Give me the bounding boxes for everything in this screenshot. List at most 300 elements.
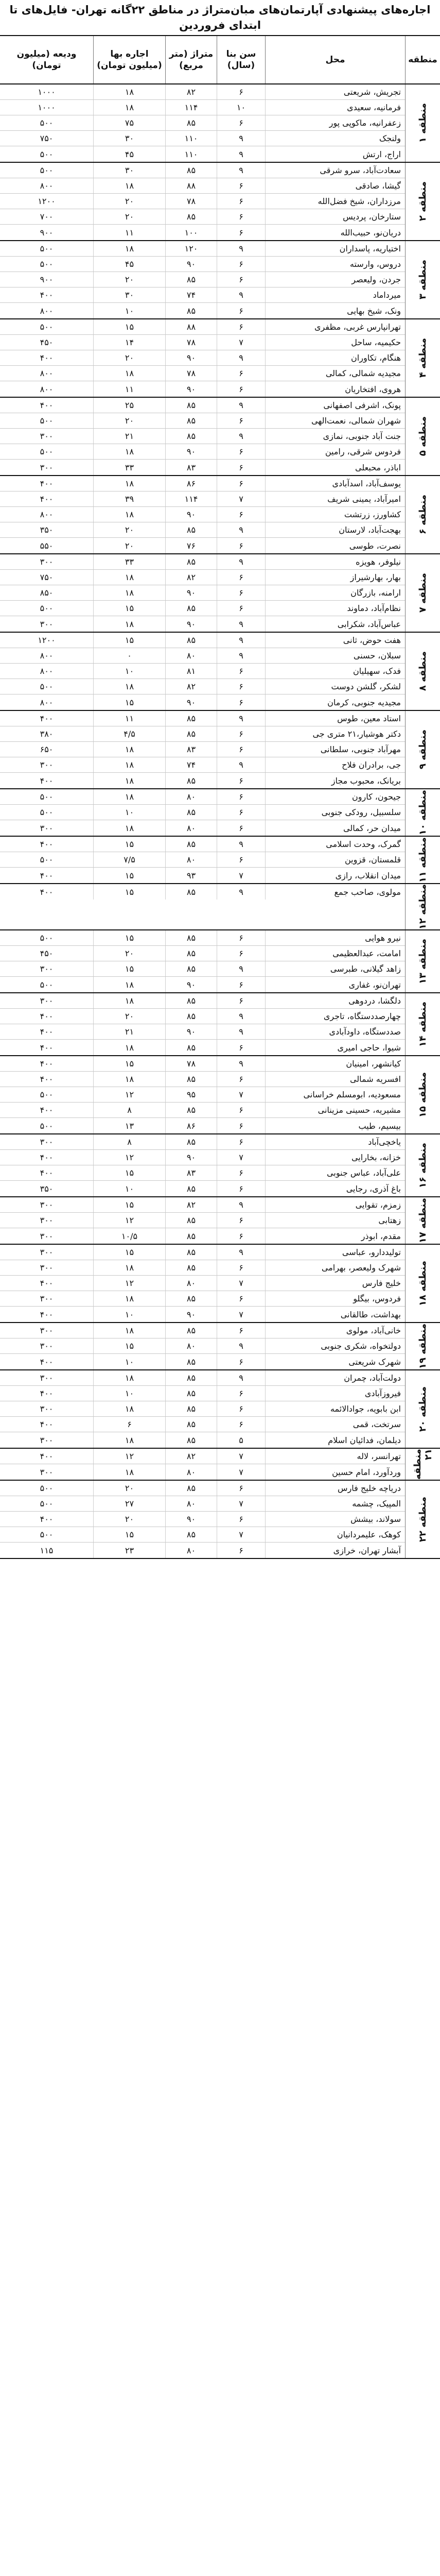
area-cell: ۸۰	[165, 1543, 217, 1558]
table-row	[0, 633, 405, 648]
rent-cell: ۱۸	[93, 1401, 165, 1416]
region-name: منطقه ۸	[417, 651, 428, 691]
deposit-cell: ۹۰۰	[40, 227, 54, 238]
rent-cell: ۱۰/۵	[93, 1228, 165, 1244]
rent-cell: ۱۸	[93, 1370, 165, 1385]
rent-cell: ۱۰	[93, 1181, 165, 1196]
age-cell: ۹	[217, 1056, 265, 1071]
table-row	[0, 1338, 405, 1354]
place-cell: عباس‌آباد، شکرابی	[265, 616, 405, 632]
age-cell: ۶	[217, 1103, 265, 1117]
region-label	[405, 398, 440, 475]
region-name: منطقه ۱۶	[417, 1143, 428, 1189]
table-row	[0, 398, 405, 413]
place-cell: اراج، ارتش	[265, 146, 405, 162]
place-cell: مهرآباد جنوبی، سلطانی	[265, 742, 405, 757]
rent-cell: ۲۱	[93, 1024, 165, 1039]
place-cell: مشیریه، حسینی مزینانی	[265, 1103, 405, 1117]
column-header-rent: اجاره بها (میلیون تومان)	[93, 36, 165, 83]
table-row	[0, 664, 405, 679]
place-cell: مولوی، صاحب جمع	[265, 884, 405, 900]
region-block	[0, 319, 440, 398]
region-block	[0, 398, 440, 476]
area-cell: ۸۳	[165, 1165, 217, 1180]
rent-cell: ۲۰	[93, 1481, 165, 1496]
area-cell: ۷۸	[165, 366, 217, 381]
table-row	[0, 1464, 405, 1480]
region-block	[0, 476, 440, 554]
deposit-cell: ۵۰۰	[40, 165, 54, 175]
rent-cell: ۱۸	[93, 1291, 165, 1306]
area-cell: ۸۵	[165, 209, 217, 224]
rent-cell: ۷۵	[93, 115, 165, 130]
rent-cell: ۱۸	[93, 1040, 165, 1055]
area-cell: ۸۵	[165, 272, 217, 287]
rent-cell: ۱۱	[93, 225, 165, 240]
table-row	[0, 84, 405, 100]
place-cell: نیلوفر، هویزه	[265, 554, 405, 569]
region-label	[405, 1449, 440, 1480]
region-rows	[0, 319, 405, 397]
rent-cell: ۲۱	[93, 429, 165, 444]
rent-cell: ۳۳	[93, 460, 165, 475]
age-cell: ۶	[217, 1543, 265, 1558]
place-cell: ونک، شیخ بهایی	[265, 303, 405, 318]
table-row	[0, 805, 405, 820]
rent-cell: ۱۵	[93, 837, 165, 852]
deposit-cell: ۴۰۰	[40, 479, 54, 488]
table-row	[0, 1118, 405, 1133]
age-cell: ۶	[217, 820, 265, 836]
age-cell: ۶	[217, 1401, 265, 1416]
region-name: منطقه ۲۰	[417, 1386, 428, 1432]
column-headers	[0, 36, 440, 84]
region-name: منطقه ۱۱	[417, 837, 428, 883]
table-row	[0, 977, 405, 992]
table-row	[0, 1260, 405, 1276]
place-cell: تجریش، شریعتی	[265, 84, 405, 99]
table-row	[0, 679, 405, 694]
table-row	[0, 1527, 405, 1543]
age-cell: ۶	[217, 1040, 265, 1055]
age-cell: ۶	[217, 977, 265, 992]
age-cell: ۹	[217, 398, 265, 413]
rent-cell: ۱۵	[93, 1056, 165, 1071]
rent-cell: ۲۰	[93, 350, 165, 365]
deposit-cell: ۵۵۰	[40, 540, 54, 551]
table-row	[0, 868, 405, 883]
deposit-cell: ۸۰۰	[40, 368, 54, 378]
age-cell: ۷	[217, 1150, 265, 1165]
rent-cell: ۱۵	[93, 694, 165, 710]
table-row	[0, 507, 405, 522]
table-row	[0, 930, 405, 946]
region-rows	[0, 1370, 405, 1448]
age-cell: ۶	[217, 257, 265, 272]
area-cell: ۸۵	[165, 1040, 217, 1055]
area-cell: ۸۵	[165, 1260, 217, 1275]
deposit-cell: ۸۰۰	[40, 697, 54, 707]
table-row	[0, 1040, 405, 1055]
place-cell: خانی‌آباد، مولوی	[265, 1323, 405, 1338]
column-header-place: محل	[265, 36, 405, 83]
rent-cell: ۱۸	[93, 820, 165, 836]
area-cell: ۹۰	[165, 257, 217, 272]
region-rows	[0, 711, 405, 788]
rent-cell: ۳۹	[93, 492, 165, 506]
place-cell: لشکر، گلشن دوست	[265, 679, 405, 694]
deposit-cell: ۵۰۰	[40, 149, 54, 159]
place-cell: دریاچه خلیج فارس	[265, 1481, 405, 1496]
place-cell: بیسیم، طیب	[265, 1118, 405, 1133]
area-cell: ۱۱۴	[165, 492, 217, 506]
column-header-region: منطقه	[405, 36, 440, 83]
table-row	[0, 1432, 405, 1448]
area-cell: ۸۵	[165, 837, 217, 852]
rent-cell: ۱۵	[93, 1165, 165, 1180]
rent-cell: ۰	[93, 648, 165, 663]
age-cell: ۷	[217, 335, 265, 350]
age-cell: ۷	[217, 1087, 265, 1102]
area-cell: ۸۰	[165, 1338, 217, 1353]
table-row	[0, 773, 405, 788]
area-cell: ۹۰	[165, 381, 217, 397]
area-cell: ۸۶	[165, 1118, 217, 1133]
table-row	[0, 366, 405, 381]
deposit-cell: ۵۰۰	[40, 118, 54, 128]
age-cell: ۶	[217, 601, 265, 616]
deposit-cell: ۴۰۰	[40, 1514, 54, 1524]
region-rows	[0, 1134, 405, 1196]
table-row	[0, 492, 405, 507]
deposit-cell: ۵۰۰	[40, 1090, 54, 1100]
deposit-cell: ۵۰۰	[40, 1499, 54, 1509]
rent-cell: ۱۲	[93, 1087, 165, 1102]
region-rows	[0, 1056, 405, 1133]
table-row	[0, 1245, 405, 1260]
region-name: منطقه ۱۰	[417, 789, 428, 836]
place-cell: افسریه شمالی	[265, 1072, 405, 1087]
deposit-cell: ۳۰۰	[40, 1341, 54, 1351]
area-cell: ۷۸	[165, 335, 217, 350]
rent-cell: ۱۸	[93, 773, 165, 788]
table-row	[0, 460, 405, 475]
column-header-age: سن بنا (سال)	[217, 36, 265, 83]
region-name: منطقه ۱۸	[417, 1261, 428, 1307]
place-cell: حکیمیه، ساحل	[265, 335, 405, 350]
area-cell: ۹۰	[165, 694, 217, 710]
column-header-area: متراژ (متر مربع)	[165, 36, 217, 83]
deposit-cell: ۸۰۰	[40, 651, 54, 660]
table-row	[0, 1291, 405, 1307]
table-row	[0, 131, 405, 146]
region-label	[405, 884, 440, 929]
area-cell: ۹۳	[165, 868, 217, 883]
deposit-cell: ۴۰۰	[40, 1153, 54, 1163]
deposit-cell: ۷۰۰	[40, 212, 54, 222]
table-row	[0, 757, 405, 773]
area-cell: ۸۵	[165, 398, 217, 413]
table-row	[0, 554, 405, 570]
table-row	[0, 711, 405, 726]
rent-cell: ۸	[93, 1103, 165, 1117]
area-cell: ۸۵	[165, 1323, 217, 1338]
area-cell: ۹۰	[165, 350, 217, 365]
area-cell: ۷۴	[165, 757, 217, 772]
deposit-cell: ۴۰۰	[40, 494, 54, 504]
area-cell: ۷۴	[165, 287, 217, 302]
age-cell: ۶	[217, 225, 265, 240]
place-cell: علی‌آباد، عباس‌ جنوبی	[265, 1165, 405, 1180]
region-label	[405, 1056, 440, 1133]
area-cell: ۸۲	[165, 84, 217, 99]
deposit-cell: ۱۰۰۰	[38, 103, 56, 112]
place-cell: نصرت، طوسی	[265, 538, 405, 553]
table-row	[0, 287, 405, 303]
area-cell: ۹۰	[165, 585, 217, 600]
region-block	[0, 930, 440, 993]
age-cell: ۷	[217, 1276, 265, 1291]
region-rows	[0, 884, 405, 929]
table-row	[0, 852, 405, 868]
region-name: منطقه ۵	[417, 416, 428, 456]
rent-cell: ۳۰	[93, 287, 165, 302]
place-cell: تهرانپارس غربی، مظفری	[265, 319, 405, 334]
age-cell: ۶	[217, 1181, 265, 1196]
rent-cell: ۲۳	[93, 1543, 165, 1558]
region-label	[405, 1245, 440, 1322]
region-block	[0, 84, 440, 163]
table-row	[0, 257, 405, 272]
age-cell: ۷	[217, 492, 265, 506]
deposit-cell: ۴۵۰	[40, 948, 54, 959]
deposit-cell: ۸۰۰	[40, 306, 54, 316]
area-cell: ۸۲	[165, 570, 217, 585]
deposit-cell: ۴۰۰	[40, 1074, 54, 1084]
area-cell: ۸۵	[165, 1432, 217, 1448]
place-cell: اباذر، محبعلی	[265, 460, 405, 475]
deposit-cell: ۳۰۰	[40, 823, 54, 833]
rent-cell: ۱۸	[93, 585, 165, 600]
title-text: اجاره‌های پیشنهادی آپارتمان‌های مبان‌متراژ در مناطق ۲۲‌گانه تهران- فایل‌های تا ابتدای فروردین	[9, 4, 431, 31]
place-cell: زمزم، تقوایی	[265, 1197, 405, 1212]
deposit-cell: ۳۰۰	[40, 996, 54, 1006]
region-rows	[0, 163, 405, 240]
table-row	[0, 538, 405, 553]
region-block	[0, 1056, 440, 1134]
area-cell: ۹۰	[165, 616, 217, 632]
rent-cell: ۱۲	[93, 1213, 165, 1228]
place-cell: مقدم، ابوذر	[265, 1228, 405, 1244]
rent-cell: ۱۳	[93, 1118, 165, 1133]
area-cell: ۹۰	[165, 1307, 217, 1322]
deposit-cell: ۴۰۰	[40, 400, 54, 410]
table-row	[0, 601, 405, 616]
deposit-cell: ۸۰۰	[40, 181, 54, 191]
age-cell: ۶	[217, 585, 265, 600]
age-cell: ۶	[217, 366, 265, 381]
rent-cell: ۱۱	[93, 711, 165, 726]
table-row	[0, 1072, 405, 1087]
rent-cell: ۴۵	[93, 257, 165, 272]
area-cell: ۸۵	[165, 961, 217, 976]
table-row	[0, 789, 405, 805]
table-row	[0, 413, 405, 429]
place-cell: دلگشا، دردوهی	[265, 993, 405, 1008]
place-cell: ابن بابویه، جوادالائمه	[265, 1401, 405, 1416]
region-rows	[0, 398, 405, 475]
place-cell: نیرو هوایی	[265, 930, 405, 945]
area-cell: ۸۰	[165, 1496, 217, 1511]
deposit-cell: ۴۰۰	[40, 839, 54, 849]
rent-cell: ۱۲	[93, 1150, 165, 1165]
region-block	[0, 1323, 440, 1370]
table-row	[0, 350, 405, 366]
deposit-cell: ۴۰۰	[40, 1309, 54, 1319]
age-cell: ۶	[217, 946, 265, 961]
place-cell: خزانه، بخارایی	[265, 1150, 405, 1165]
age-cell: ۶	[217, 413, 265, 428]
area-cell: ۸۲	[165, 1197, 217, 1212]
area-cell: ۸۳	[165, 742, 217, 757]
deposit-cell: ۳۰۰	[40, 1200, 54, 1210]
region-block	[0, 884, 440, 930]
age-cell: ۶	[217, 538, 265, 553]
region-label	[405, 789, 440, 836]
table-row	[0, 163, 405, 178]
place-cell: استاد معین، طوس	[265, 711, 405, 726]
rent-cell: ۲۰	[93, 209, 165, 224]
place-cell: شهرک ولیعصر، بهرامی	[265, 1260, 405, 1275]
area-cell: ۸۵	[165, 633, 217, 648]
area-cell: ۸۵	[165, 1181, 217, 1196]
place-cell: جی، برادران فلاح	[265, 757, 405, 772]
region-name: منطقه ۱۳	[417, 939, 428, 985]
rent-cell: ۱۸	[93, 1464, 165, 1480]
rent-cell: ۱۰	[93, 1354, 165, 1369]
rent-cell: ۱۲	[93, 1449, 165, 1464]
rent-cell: ۱۵	[93, 884, 165, 900]
area-cell: ۸۵	[165, 1291, 217, 1306]
deposit-cell: ۵۰۰	[40, 933, 54, 943]
region-label	[405, 930, 440, 992]
table-row	[0, 225, 405, 240]
region-rows	[0, 476, 405, 553]
region-block	[0, 633, 440, 711]
region-label	[405, 1323, 440, 1369]
region-name: منطقه ۲۲	[417, 1497, 428, 1543]
age-cell: ۶	[217, 570, 265, 585]
region-rows	[0, 993, 405, 1055]
deposit-cell: ۵۰۰	[40, 1483, 54, 1494]
age-cell: ۹	[217, 287, 265, 302]
region-label	[405, 711, 440, 788]
deposit-cell: ۳۰۰	[40, 964, 54, 974]
table-row	[0, 1323, 405, 1338]
area-cell: ۸۶	[165, 476, 217, 491]
rent-cell: ۱۸	[93, 789, 165, 804]
age-cell: ۶	[217, 930, 265, 945]
area-cell: ۸۰	[165, 820, 217, 836]
region-name: منطقه ۴	[417, 338, 428, 378]
table-row	[0, 1165, 405, 1181]
age-cell: ۹	[217, 350, 265, 365]
region-block	[0, 993, 440, 1056]
deposit-cell: ۵۰۰	[40, 855, 54, 865]
age-cell: ۶	[217, 1354, 265, 1369]
area-cell: ۸۸	[165, 319, 217, 334]
deposit-cell: ۶۵۰	[40, 744, 54, 754]
age-cell: ۶	[217, 993, 265, 1008]
place-cell: باغ آذری، رجایی	[265, 1181, 405, 1196]
rent-cell: ۱۰	[93, 664, 165, 679]
age-cell: ۹	[217, 648, 265, 663]
age-cell: ۶	[217, 1072, 265, 1087]
rent-cell: ۱۵	[93, 1527, 165, 1542]
area-cell: ۹۰	[165, 444, 217, 459]
table-row	[0, 1213, 405, 1228]
age-cell: ۹	[217, 1370, 265, 1385]
deposit-cell: ۴۰۰	[40, 1168, 54, 1178]
region-label	[405, 1134, 440, 1196]
place-cell: فدک، سهیلیان	[265, 664, 405, 679]
deposit-cell: ۳۰۰	[40, 1435, 54, 1445]
area-cell: ۸۵	[165, 1386, 217, 1401]
region-name: منطقه ۷	[417, 573, 428, 613]
age-cell: ۶	[217, 381, 265, 397]
deposit-cell: ۳۰۰	[40, 431, 54, 441]
region-block	[0, 711, 440, 789]
table-row	[0, 884, 405, 900]
deposit-cell: ۷۵۰	[40, 133, 54, 143]
table-row	[0, 1181, 405, 1196]
place-cell: بهار، بهارشیراز	[265, 570, 405, 585]
table-row	[0, 335, 405, 350]
table-row	[0, 241, 405, 257]
deposit-cell: ۸۰۰	[40, 510, 54, 519]
deposit-cell: ۵۰۰	[40, 1530, 54, 1540]
table-row	[0, 961, 405, 977]
table-row	[0, 1401, 405, 1417]
place-cell: شهرک شریعتی	[265, 1354, 405, 1369]
region-label	[405, 476, 440, 553]
deposit-cell: ۵۰۰	[40, 979, 54, 990]
age-cell: ۹	[217, 884, 265, 900]
place-cell: سرتخت، قمی	[265, 1417, 405, 1432]
area-cell: ۸۵	[165, 1401, 217, 1416]
area-cell: ۸۵	[165, 711, 217, 726]
deposit-cell: ۳۰۰	[40, 1404, 54, 1414]
region-label	[405, 1197, 440, 1244]
deposit-cell: ۴۰۰	[40, 775, 54, 786]
place-cell: بریانک، محبوب مجاز	[265, 773, 405, 788]
place-cell: سولاند، بیشش	[265, 1512, 405, 1527]
table-row	[0, 1307, 405, 1322]
place-cell: زعفرانیه، ماکوپی پور	[265, 115, 405, 130]
rent-cell: ۱۸	[93, 570, 165, 585]
region-block	[0, 1245, 440, 1323]
region-rows	[0, 837, 405, 883]
place-cell: المپیک، چشمه	[265, 1496, 405, 1511]
place-cell: صددستگاه، داودآبادی	[265, 1024, 405, 1039]
deposit-cell: ۴۰۰	[40, 1451, 54, 1462]
place-cell: جنت آباد جنوبی، نمازی	[265, 429, 405, 444]
table-row	[0, 1370, 405, 1386]
deposit-cell: ۳۰۰	[40, 1373, 54, 1383]
rent-cell: ۴۵	[93, 146, 165, 162]
area-cell: ۸۵	[165, 884, 217, 900]
table-row	[0, 1481, 405, 1496]
